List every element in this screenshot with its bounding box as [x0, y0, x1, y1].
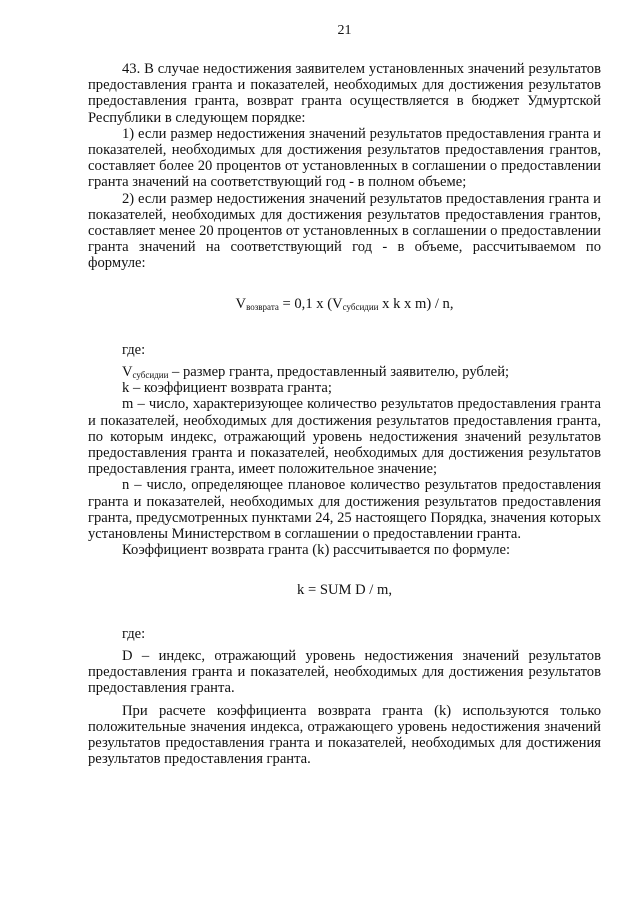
definition-v — [88, 364, 601, 380]
definition-m: m – число, характеризующее количество результатов предоставления гранта и показателей, необходимых для достижения результатов предоставления гранта, по которым индекс, отражающий уровень недостижения значений результатов предоставления гранта и показателей, необходимых для достижения результатов предоставления гранта, имеет положительное значение; — [88, 396, 601, 478]
formula-inner-subscript: субсидии — [342, 301, 379, 312]
definition-n: n – число, определяющее плановое количество результатов предоставления гранта и показателей, необходимых для достижения результатов предоставления гранта, предусмотренных пунктами 24, 25 настоящего Порядка, значения которых установлены Министерством в соглашении о предоставлении гранта. — [88, 477, 601, 543]
definition-k: k – коэффициент возврата гранта; — [122, 380, 332, 397]
definition-v-text: – размер гранта, предоставленный заявителю, рублей; — [168, 364, 510, 381]
definition-v-symbol: V — [122, 364, 133, 381]
definition-d: D – индекс, отражающий уровень недостижения значений результатов предоставления гранта и показателей, необходимых для достижения результатов предоставления гранта. — [88, 647, 601, 697]
where-label-1: где: — [122, 341, 146, 358]
formula-coefficient: k = SUM D / m, — [297, 582, 392, 599]
formula-v: V — [235, 295, 247, 312]
paragraph-43: 43. В случае недостижения заявителем установленных значений результатов предоставления гранта и показателей, необходимых для достижения результатов предоставления гранта, возврат гранта осуществляется в бюджет Удмуртской Республики в следующем порядке: — [88, 61, 601, 126]
where-label-2: где: — [122, 625, 146, 642]
final-paragraph: При расчете коэффициента возврата гранта (k) используются только положительные значения индекса, отражающего уровень недостижения значений результатов предоставления гранта и показателей, необходимых для достижения результатов предоставления гранта. — [88, 702, 601, 768]
page-number: 21 — [337, 23, 352, 38]
formula-middle: = 0,1 x (V — [278, 295, 343, 312]
formula-tail: x k x m) / n, — [378, 295, 454, 312]
definition-v-subscript: субсидии — [132, 370, 169, 381]
coefficient-intro: Коэффициент возврата гранта (k) рассчитывается по формуле: — [122, 542, 511, 559]
list-item-1: 1) если размер недостижения значений результатов предоставления гранта и показателей, необходимых для достижения результатов предоставления грантов, составляет более 20 процентов от установленных в соглашении о предоставлении гранта значений на соответствующий год - в полном объеме; — [88, 125, 601, 191]
formula-v-subscript: возврата — [246, 301, 279, 312]
list-item-2: 2) если размер недостижения значений результатов предоставления гранта и показателей, необходимых для достижения результатов предоставления грантов, составляет менее 20 процентов от установленных в соглашении о предоставлении гранта значений на соответствующий год - в объеме, рассчитываемом по формуле: — [88, 190, 601, 272]
document-page — [88, 22, 601, 767]
formula-return-amount — [88, 296, 601, 312]
